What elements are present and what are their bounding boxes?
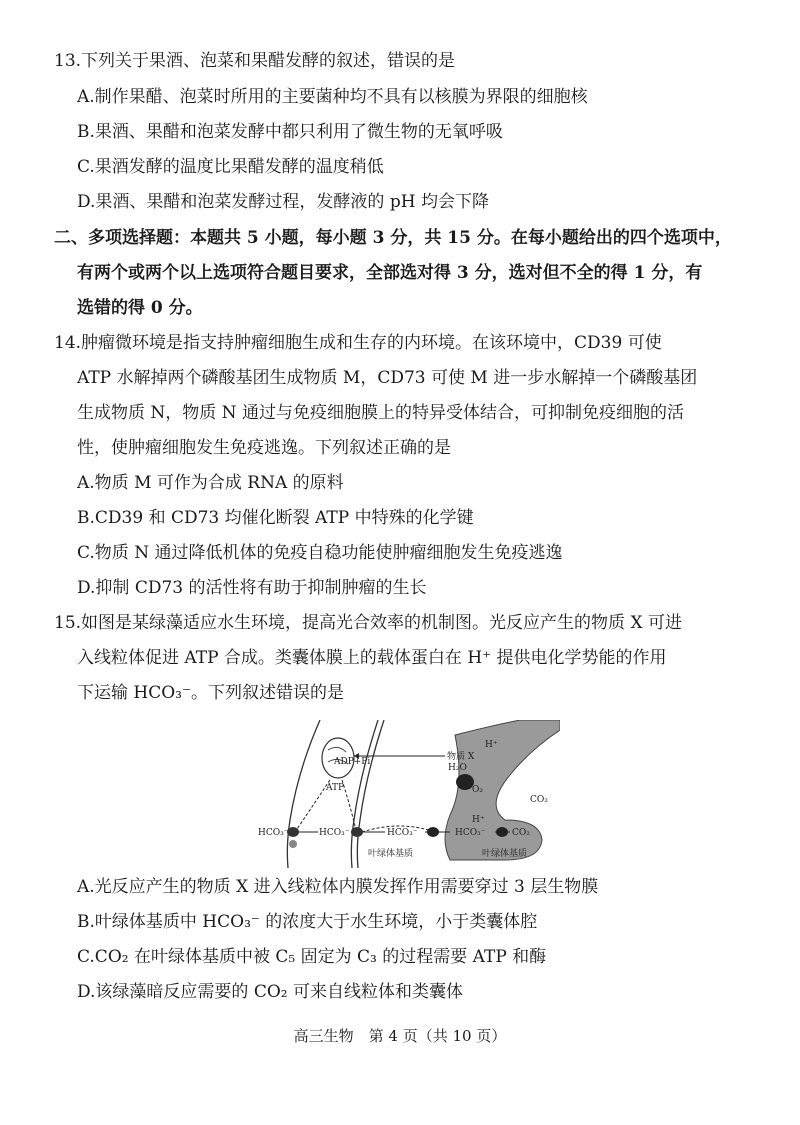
q13-option-a: A.制作果醋、泡菜时所用的主要菌种均不具有以核膜为界限的细胞核 [77,87,588,107]
section2-heading-line3: 选错的得 0 分。 [77,298,203,318]
label-hco3-2: HCO₃⁻ [319,828,350,838]
label-co2: CO₂ [512,828,530,838]
enzyme-co2 [496,827,508,837]
label-h-plus-2: H⁺ [472,815,485,825]
q15-option-a: A.光反应产生的物质 X 进入线粒体内膜发挥作用需要穿过 3 层生物膜 [77,877,599,897]
label-o2: O₂ [472,785,483,795]
q14-stem-line4: 性，使肿瘤细胞发生免疫逃逸。下列叙述正确的是 [77,438,451,458]
thylakoid [445,720,560,860]
label-co2-top: CO₂ [530,795,548,805]
transporter-cell [287,827,299,837]
label-hco3-3: HCO₃⁻ [387,828,418,838]
transporter-chloroplast [351,827,363,837]
algae-mechanism-diagram [250,720,560,868]
q14-option-d: D.抑制 CD73 的活性将有助于抑制肿瘤的生长 [77,578,427,598]
q14-stem-line2: ATP 水解掉两个磷酸基团生成物质 M，CD73 可使 M 进一步水解掉一个磷酸基团 [77,368,698,388]
q15-option-d: D.该绿藻暗反应需要的 CO₂ 可来自线粒体和类囊体 [77,982,463,1002]
label-hco3-4: HCO₃⁻ [455,828,486,838]
q14-option-c: C.物质 N 通过降低机体的免疫自稳功能使肿瘤细胞发生免疫逃逸 [77,543,563,563]
vesicle [289,840,297,848]
q13-option-c: C.果酒发酵的温度比果醋发酵的温度稍低 [77,157,384,177]
atp-dashed-arrow-left [295,780,330,832]
label-atp: ATP [326,783,345,793]
q13-option-d: D.果酒、果醋和泡菜发酵过程，发酵液的 pH 均会下降 [77,192,489,212]
section2-heading-line2: 有两个或两个以上选项符合题目要求，全部选对得 3 分，选对但不全的得 1 分，有 [77,263,703,283]
q15-option-b: B.叶绿体基质中 HCO₃⁻ 的浓度大于水生环境，小于类囊体腔 [77,912,538,932]
label-adp-pi: ADP+Pi [334,757,371,767]
label-stroma-1: 叶绿体基质 [368,849,414,859]
label-h-plus: H⁺ [485,740,498,750]
page-footer: 高三生物 第 4 页（共 10 页） [293,1027,507,1045]
section2-heading-line1: 二、多项选择题：本题共 5 小题，每小题 3 分，共 15 分。在每小题给出的四个选项中， [54,228,732,248]
q15-stem-line1: 15.如图是某绿藻适应水生环境，提高光合效率的机制图。光反应产生的物质 X 可进 [54,613,682,633]
label-substance-x: 物质 X [447,752,475,762]
q14-stem-line3: 生成物质 N，物质 N 通过与免疫细胞膜上的特异受体结合，可抑制免疫细胞的活 [77,403,684,423]
q14-option-a: A.物质 M 可作为合成 RNA 的原料 [77,473,344,493]
q13-option-b: B.果酒、果醋和泡菜发酵中都只利用了微生物的无氧呼吸 [77,122,503,142]
transporter-thylakoid [427,827,439,837]
label-stroma-2: 叶绿体基质 [482,849,528,859]
q13-stem: 13.下列关于果酒、泡菜和果醋发酵的叙述，错误的是 [54,51,456,71]
q15-option-c: C.CO₂ 在叶绿体基质中被 C₅ 固定为 C₃ 的过程需要 ATP 和酶 [77,947,547,967]
q14-option-b: B.CD39 和 CD73 均催化断裂 ATP 中特殊的化学键 [77,508,474,528]
label-hco3-1: HCO₃⁻ [258,828,289,838]
q15-stem-line3: 下运输 HCO₃⁻。下列叙述错误的是 [77,683,344,703]
q15-stem-line2: 入线粒体促进 ATP 合成。类囊体膜上的载体蛋白在 H⁺ 提供电化学势能的作用 [77,648,667,668]
q14-stem-line1: 14.肿瘤微环境是指支持肿瘤细胞生成和生存的内环境。在该环境中，CD39 可使 [54,333,662,353]
label-h2o: H₂O [448,763,467,773]
